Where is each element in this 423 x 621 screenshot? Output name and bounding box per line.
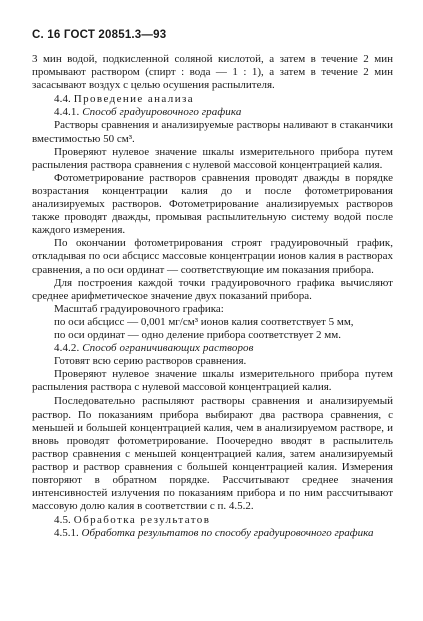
section-4-4-number: 4.4. (54, 93, 71, 106)
section-4-4-1-title: Способ градуировочного графика (82, 106, 242, 119)
section-4-4-2-number: 4.4.2. (54, 342, 80, 355)
paragraph-photometry: Фотометрирование растворов сравнения проводят дважды в порядке возрастания концентрации калия до и после фотометрирования анализируемых растворов. Фотометрирование анализируемых растворов также проводят дважды, промывая распылительную систему водой после каждого измерения. (32, 171, 393, 237)
document-body (32, 53, 393, 540)
paragraph-intro: 3 мин водой, подкисленной соляной кислотой, а затем в течение 2 мин промывают раствором (спирт : вода — 1 : 1), а затем в течение 2 мин засасывают воздух с целью осушения распылителя. (32, 53, 393, 92)
paragraph-abscissa: по оси абсцисс — 0,001 мг/см³ ионов калия соответствует 5 мм, (54, 315, 354, 328)
paragraph-bracketing: Последовательно распыляют растворы сравнения и анализируемый раствор. По показаниям прибора выбирают два раствора сравнения, с меньшей и большей концентрацией калия, чем в анализируемом растворе, и вновь проводят фотометрирование. Поочередно вводят в распылитель раствор сравнения с меньшей концентрацией калия, затем анализируемый раствор и раствор сравнения с большей концентрацией калия. Измерения повторяют в обратном порядке. Рассчитывают среднее значения интенсивностей излучения по показаниям прибора и по ним рассчитывают массовую долю калия в соответствии с п. 4.5.2. (32, 395, 393, 513)
section-4-4-2-heading (32, 342, 393, 355)
section-4-5-1-heading (32, 527, 393, 540)
paragraph-scale: Масштаб градуировочного графика: (54, 302, 224, 315)
section-4-5-title: Обработка результатов (73, 514, 211, 527)
paragraph-average: Для построения каждой точки градуировочного графика вычисляют среднее арифметическое значение двух показаний прибора. (32, 276, 393, 302)
page-header: С. 16 ГОСТ 20851.3—93 (32, 29, 167, 41)
section-4-5-number: 4.5. (54, 514, 71, 527)
section-4-5-heading (32, 514, 393, 527)
section-4-5-1-title: Обработка результатов по способу градуировочного графика (81, 527, 374, 540)
section-4-4-heading (32, 93, 393, 106)
section-4-4-1-heading (32, 106, 393, 119)
paragraph-zero-check: Проверяют нулевое значение шкалы измерительного прибора путем распыления раствора сравнения с нулевой массовой концентрацией калия. (32, 145, 393, 171)
paragraph-prepare: Готовят всю серию растворов сравнения. (54, 355, 247, 368)
section-4-5-1-number: 4.5.1. (54, 527, 79, 540)
paragraph-solutions: Растворы сравнения и анализируемые растворы наливают в стаканчики вместимостью 50 см³. (32, 119, 393, 145)
paragraph-zero-check-2: Проверяют нулевое значение шкалы измерительного прибора путем распыления раствора с нулевой массовой концентрацией калия. (32, 368, 393, 394)
section-4-4-2-title: Способ ограничивающих растворов (82, 342, 254, 355)
paragraph-graph: По окончании фотометрирования строят градуировочный график, откладывая по оси абсцисс массовые концентрации ионов калия в растворах сравнения, а по оси ординат — соответствующие им показания прибора. (32, 237, 393, 276)
section-4-4-title: Проведение анализа (73, 93, 195, 106)
paragraph-ordinate: по оси ординат — одно деление прибора соответствует 2 мм. (54, 328, 341, 341)
section-4-4-1-number: 4.4.1. (54, 106, 80, 119)
